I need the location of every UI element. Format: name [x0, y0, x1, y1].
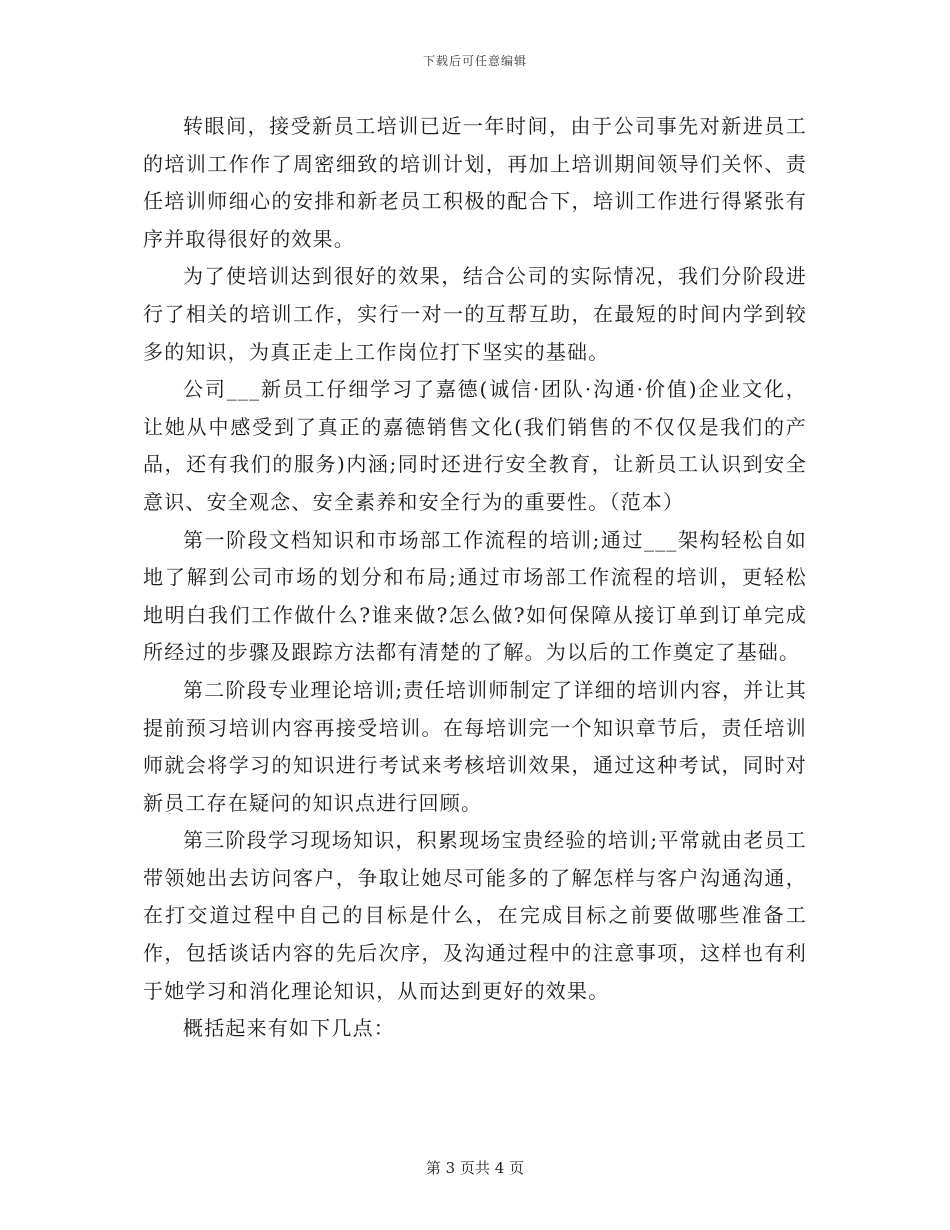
page-header: 下载后可任意编辑	[422, 54, 527, 68]
paragraph-goal: 为了使培训达到很好的效果，结合公司的实际情况，我们分阶段进行了相关的培训工作，实行一对一的互帮互助，在最短的时间内学到较多的知识，为真正走上工作岗位打下坚实的基础。	[143, 264, 807, 364]
paragraph-intro: 转眼间，接受新员工培训已近一年时间，由于公司事先对新进员工的培训工作作了周密细致的培训计划，再加上培训期间领导们关怀、责任培训师细心的安排和新老员工积极的配合下，培训工作进行得紧张有序并取得很好的效果。	[143, 114, 807, 251]
document-body	[143, 108, 807, 1048]
paragraph-summary: 概括起来有如下几点：	[183, 1016, 395, 1041]
paragraph-stage-two: 第二阶段专业理论培训;责任培训师制定了详细的培训内容，并让其提前预习培训内容再接受培训。在每培训完一个知识章节后，责任培训师就会将学习的知识进行考试来考核培训效果，通过这种考试，同时对新员工存在疑问的知识点进行回顾。	[143, 677, 807, 815]
page-number: 第 3 页共 4 页	[425, 1159, 525, 1177]
paragraph-stage-three: 第三阶段学习现场知识，积累现场宝贵经验的培训;平常就由老员工带领她出去访问客户，争取让她尽可能多的了解怎样与客户沟通沟通，在打交道过程中自己的目标是什么，在完成目标之前要做哪些准备工作，包括谈话内容的先后次序，及沟通过程中的注意事项，这样也有利于她学习和消化理论知识，从而达到更好的效果。	[143, 828, 807, 1003]
paragraph-stage-one: 第一阶段文档知识和市场部工作流程的培训;通过___架构轻松自如地了解到公司市场的划分和布局;通过市场部工作流程的培训，更轻松地明白我们工作做什么?谁来做?怎么做?如何保障从接订单到订单完成所经过的步骤及跟踪方法都有清楚的了解。为以后的工作奠定了基础。	[143, 527, 807, 665]
paragraph-culture: 公司___新员工仔细学习了嘉德(诚信·团队·沟通·价值)企业文化，让她从中感受到了真正的嘉德销售文化(我们销售的不仅仅是我们的产品，还有我们的服务)内涵;同时还进行安全教育，让新员工认识到安全意识、安全观念、安全素养和安全行为的重要性。（范本）	[143, 377, 807, 514]
